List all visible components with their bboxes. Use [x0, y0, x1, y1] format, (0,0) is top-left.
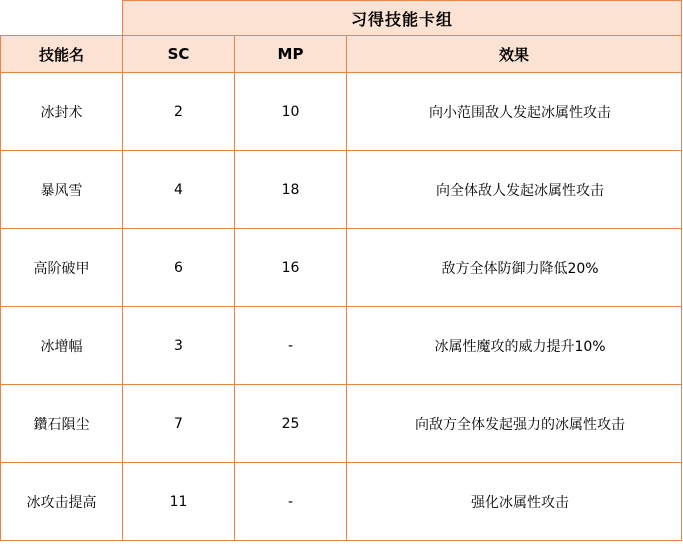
cell-skill-name: 高阶破甲 [1, 229, 123, 307]
cell-mp: 16 [235, 229, 347, 307]
table-row [1, 229, 682, 307]
cell-skill-name: 冰攻击提高 [1, 463, 123, 541]
table-row [1, 73, 682, 151]
cell-skill-name: 冰封术 [1, 73, 123, 151]
cell-mp: - [235, 463, 347, 541]
column-header-name: 技能名 [1, 36, 123, 73]
table-title: 习得技能卡组 [123, 1, 682, 36]
cell-sc: 2 [123, 73, 235, 151]
cell-sc: 11 [123, 463, 235, 541]
cell-effect: 冰属性魔攻的威力提升10% [347, 307, 682, 385]
cell-sc: 3 [123, 307, 235, 385]
table-title-row [1, 1, 682, 36]
cell-effect: 向全体敌人发起冰属性攻击 [347, 151, 682, 229]
cell-sc: 7 [123, 385, 235, 463]
title-spacer-left [1, 1, 123, 36]
table-row [1, 151, 682, 229]
table-row [1, 385, 682, 463]
cell-skill-name: 暴风雪 [1, 151, 123, 229]
column-header-mp: MP [235, 36, 347, 73]
cell-effect: 强化冰属性攻击 [347, 463, 682, 541]
cell-effect: 向敌方全体发起强力的冰属性攻击 [347, 385, 682, 463]
cell-sc: 4 [123, 151, 235, 229]
table-row [1, 307, 682, 385]
table-header-row [1, 36, 682, 73]
cell-mp: 10 [235, 73, 347, 151]
cell-effect: 向小范围敌人发起冰属性攻击 [347, 73, 682, 151]
cell-sc: 6 [123, 229, 235, 307]
table-row [1, 463, 682, 541]
cell-mp: - [235, 307, 347, 385]
cell-effect: 敌方全体防御力降低20% [347, 229, 682, 307]
cell-skill-name: 鑽石隕尘 [1, 385, 123, 463]
column-header-sc: SC [123, 36, 235, 73]
cell-mp: 25 [235, 385, 347, 463]
column-header-effect: 效果 [347, 36, 682, 73]
cell-mp: 18 [235, 151, 347, 229]
cell-skill-name: 冰增幅 [1, 307, 123, 385]
